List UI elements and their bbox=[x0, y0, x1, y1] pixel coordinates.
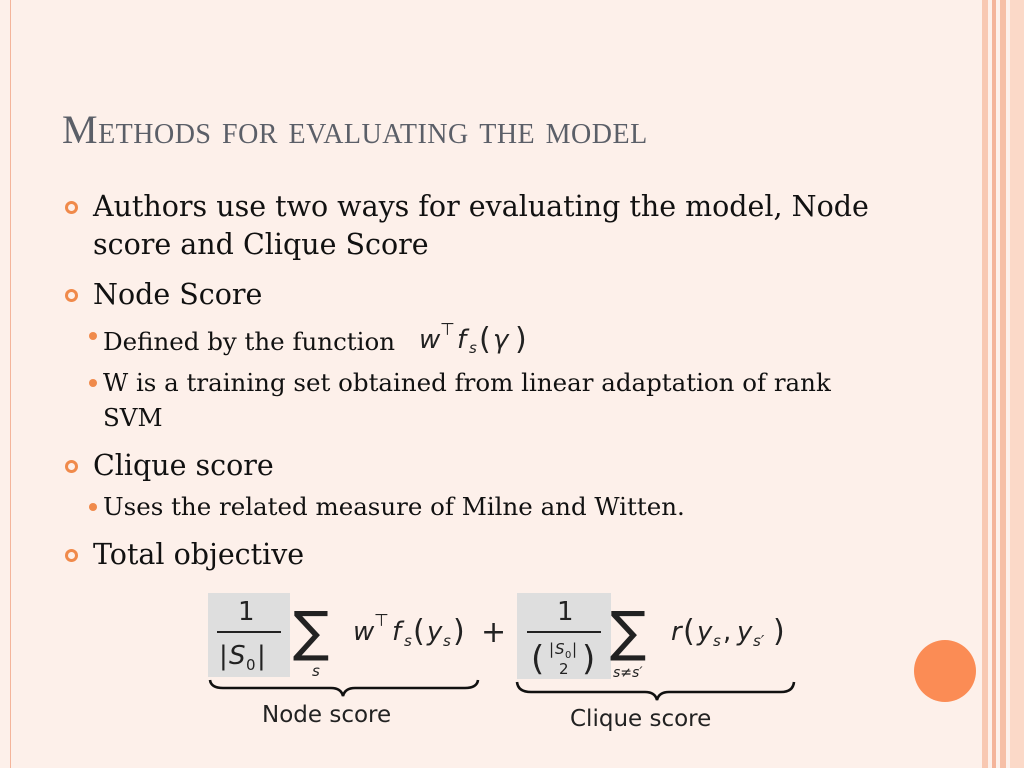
slide-title: Methods for evaluating the model bbox=[62, 107, 648, 152]
svg-text:∑: ∑ bbox=[610, 600, 647, 663]
svg-text:y: y bbox=[737, 617, 753, 647]
sub-bullet-text: Defined by the function bbox=[103, 327, 396, 356]
decorative-circle bbox=[914, 640, 976, 702]
svg-text:|: | bbox=[219, 641, 228, 671]
node-score-brace bbox=[210, 680, 478, 696]
bullet-item bbox=[62, 536, 892, 574]
svg-text:(: ( bbox=[531, 639, 545, 679]
svg-text:|: | bbox=[572, 640, 578, 658]
svg-text:0: 0 bbox=[246, 656, 256, 674]
svg-text:f: f bbox=[392, 617, 402, 647]
clique-score-brace bbox=[517, 682, 794, 700]
sub-bullet-item bbox=[62, 318, 892, 359]
bullet-item bbox=[62, 188, 892, 264]
svg-text:s: s bbox=[468, 339, 477, 357]
bullet-text: Clique score bbox=[93, 449, 274, 482]
bullet-dot-icon bbox=[89, 332, 97, 340]
sub-bullet-text: Uses the related measure of Milne and Witten. bbox=[103, 492, 685, 521]
svg-text:): ) bbox=[514, 322, 527, 357]
svg-text:2: 2 bbox=[559, 660, 569, 678]
svg-text:S: S bbox=[555, 640, 565, 658]
svg-text:⊤: ⊤ bbox=[374, 611, 389, 631]
bullet-ring-icon bbox=[65, 549, 78, 562]
bullet-text: Node Score bbox=[93, 278, 263, 311]
bullet-ring-icon bbox=[65, 289, 78, 302]
svg-text:r: r bbox=[671, 617, 682, 647]
bullet-ring-icon bbox=[65, 201, 78, 214]
svg-text:s′: s′ bbox=[753, 632, 765, 650]
svg-text:f: f bbox=[456, 325, 466, 355]
svg-text:⊤: ⊤ bbox=[439, 320, 455, 340]
sub-bullet-text: W is a training set obtained from linear adaptation of rank SVM bbox=[103, 368, 831, 432]
svg-text:1: 1 bbox=[238, 597, 255, 627]
decorative-stripes bbox=[982, 0, 1024, 768]
svg-text:|: | bbox=[257, 641, 266, 671]
svg-text:y: y bbox=[427, 617, 443, 647]
svg-text:s≠s′: s≠s′ bbox=[613, 665, 643, 681]
bullet-dot-icon bbox=[89, 379, 97, 387]
sub-bullet-list bbox=[93, 489, 892, 524]
svg-text:0: 0 bbox=[565, 650, 572, 661]
svg-text:∑: ∑ bbox=[293, 600, 330, 663]
left-border-line bbox=[10, 0, 11, 768]
bullet-text: Authors use two ways for evaluating the model, Node score and Clique Score bbox=[93, 190, 869, 261]
svg-text:): ) bbox=[453, 614, 465, 649]
svg-text:S: S bbox=[229, 641, 246, 671]
sub-bullet-item bbox=[62, 489, 892, 524]
bullet-dot-icon bbox=[89, 503, 97, 511]
svg-text:|: | bbox=[549, 640, 555, 658]
svg-text:): ) bbox=[773, 614, 785, 649]
bullet-ring-icon bbox=[65, 460, 78, 473]
svg-text:w: w bbox=[418, 325, 441, 355]
clique-score-label: Clique score bbox=[570, 706, 712, 732]
svg-text:s: s bbox=[443, 632, 451, 650]
svg-text:1: 1 bbox=[557, 597, 574, 627]
svg-text:(: ( bbox=[478, 322, 491, 357]
svg-text:γ: γ bbox=[492, 325, 509, 355]
bullet-item bbox=[62, 276, 892, 435]
bullet-list bbox=[62, 188, 892, 586]
svg-text:s: s bbox=[404, 632, 412, 650]
node-score-function-formula bbox=[417, 318, 549, 358]
svg-text:s: s bbox=[713, 632, 721, 650]
bullet-item bbox=[62, 447, 892, 524]
svg-text:(: ( bbox=[683, 614, 695, 649]
sub-bullet-list bbox=[93, 318, 892, 435]
bullet-text: Total objective bbox=[93, 538, 305, 571]
svg-text:s: s bbox=[312, 662, 320, 680]
svg-text:(: ( bbox=[413, 614, 425, 649]
svg-text:,: , bbox=[723, 617, 732, 647]
svg-text:w: w bbox=[353, 617, 375, 647]
svg-text:): ) bbox=[582, 639, 596, 679]
svg-text:+: + bbox=[481, 615, 507, 650]
sub-bullet-item bbox=[62, 365, 892, 435]
svg-text:y: y bbox=[697, 617, 713, 647]
node-score-label: Node score bbox=[262, 702, 392, 728]
